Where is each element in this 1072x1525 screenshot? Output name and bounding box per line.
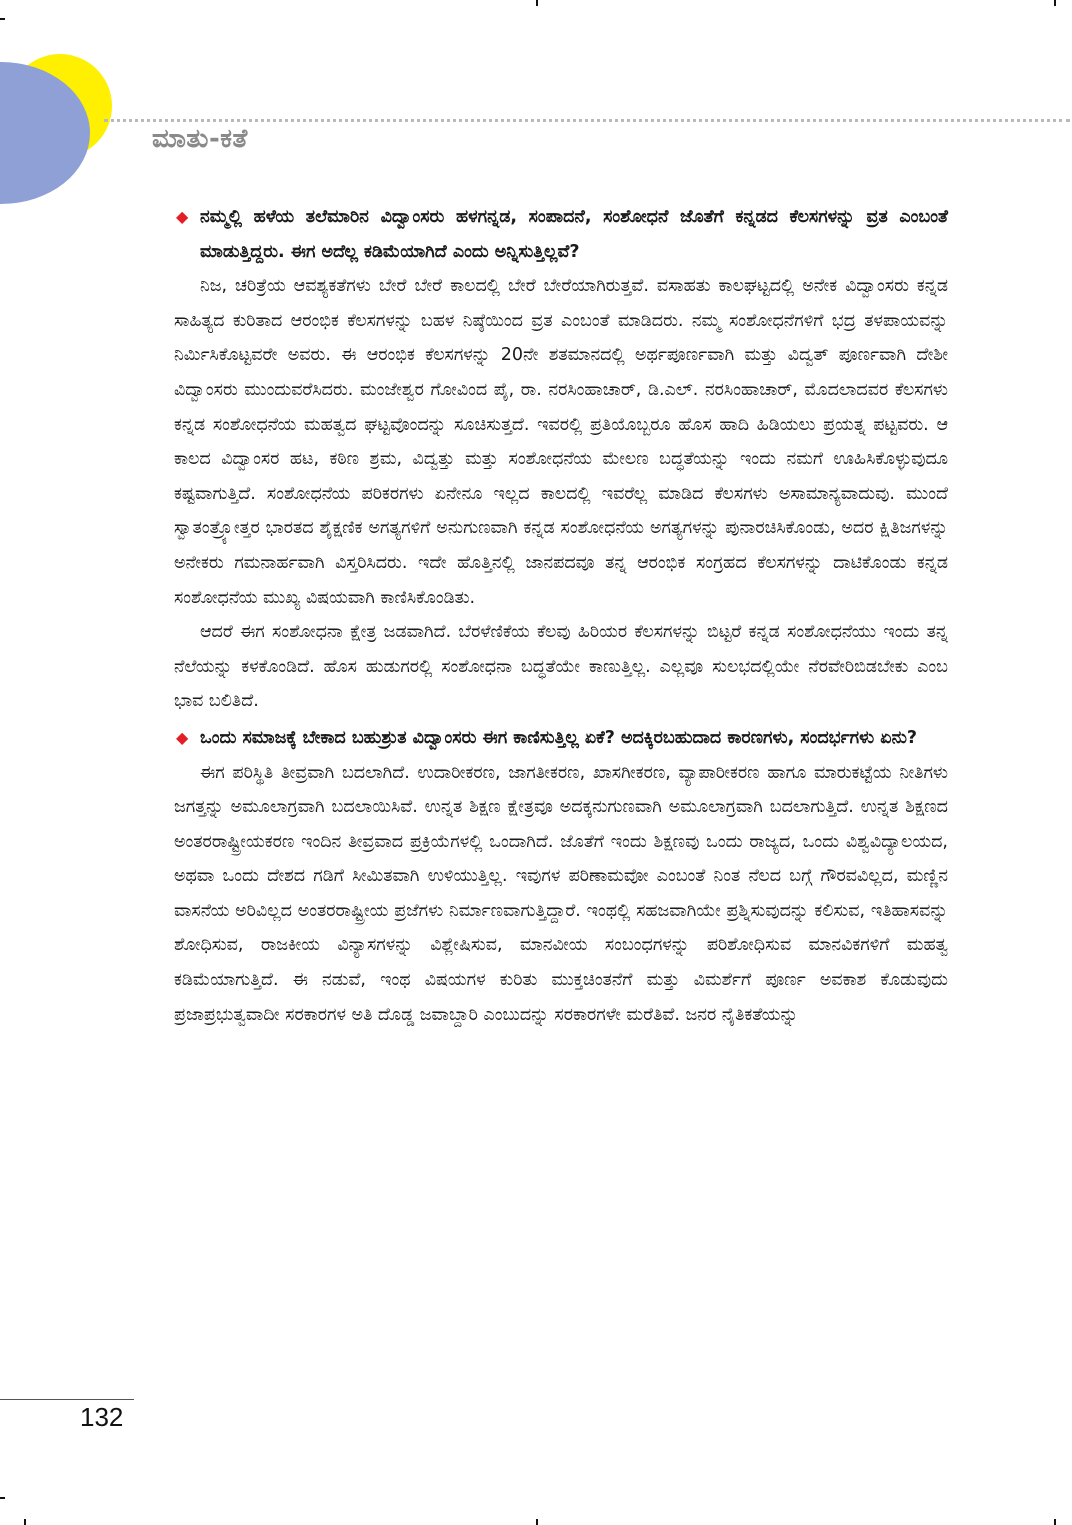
section-title: ಮಾತು-ಕತೆ bbox=[152, 124, 248, 154]
answer-1-paragraph-1: ನಿಜ, ಚರಿತ್ರೆಯ ಆವಶ್ಯಕತೆಗಳು ಬೇರೆ ಬೇರೆ ಕಾಲದಲ್ಲಿ ಬೇರೆ ಬೇರೆಯಾಗಿರುತ್ತವೆ. ವಸಾಹತು ಕಾಲಘಟ್ಟದಲ್ಲಿ ಅನೇಕ ವಿದ್ವಾಂಸರು ಕನ್ನಡ ಸಾಹಿತ್ಯದ ಕುರಿತಾದ ಆರಂಭಿಕ ಕೆಲಸಗಳನ್ನು ಬಹಳ ನಿಷ್ಠೆಯಿಂದ ವ್ರತ ಎಂಬಂತೆ ಮಾಡಿದರು. ನಮ್ಮ ಸಂಶೋಧನೆಗಳಿಗೆ ಭದ್ರ ತಳಪಾಯವನ್ನು ನಿರ್ಮಿಸಿಕೊಟ್ಟವರೇ ಅವರು. ಈ ಆರಂಭಿಕ ಕೆಲಸಗಳನ್ನು 20ನೇ ಶತಮಾನದಲ್ಲಿ ಅರ್ಥಪೂರ್ಣವಾಗಿ ಮತ್ತು ವಿದ್ವತ್ ಪೂರ್ಣವಾಗಿ ದೇಶೀ ವಿದ್ವಾಂಸರು ಮುಂದುವರೆಸಿದರು. ಮಂಜೇಶ್ವರ ಗೋವಿಂದ ಪೈ, ರಾ. ನರಸಿಂಹಾಚಾರ್, ಡಿ.ಎಲ್. ನರಸಿಂಹಾಚಾರ್, ಮೊದಲಾದವರ ಕೆಲಸಗಳು ಕನ್ನಡ ಸಂಶೋಧನೆಯ ಮಹತ್ವದ ಘಟ್ಟವೊಂದನ್ನು ಸೂಚಿಸುತ್ತದೆ. ಇವರಲ್ಲಿ ಪ್ರತಿಯೊಬ್ಬರೂ ಹೊಸ ಹಾದಿ ಹಿಡಿಯಲು ಪ್ರಯತ್ನ ಪಟ್ಟವರು. ಆ ಕಾಲದ ವಿದ್ವಾಂಸರ ಹಟ, ಕಠಿಣ ಶ್ರಮ, ವಿದ್ವತ್ತು ಮತ್ತು ಸಂಶೋಧನೆಯ ಮೇಲಣ ಬದ್ಧತೆಯನ್ನು ಇಂದು ನಮಗೆ ಊಹಿಸಿಕೊಳ್ಳುವುದೂ ಕಷ್ಟವಾಗುತ್ತಿದೆ. ಸಂಶೋಧನೆಯ ಪರಿಕರಗಳು ಏನೇನೂ ಇಲ್ಲದ ಕಾಲದಲ್ಲಿ ಇವರೆಲ್ಲ ಮಾಡಿದ ಕೆಲಸಗಳು ಅಸಾಮಾನ್ಯವಾದುವು. ಮುಂದೆ ಸ್ವಾತಂತ್ರ್ಯೋತ್ತರ ಭಾರತದ ಶೈಕ್ಷಣಿಕ ಅಗತ್ಯಗಳಿಗೆ ಅನುಗುಣವಾಗಿ ಕನ್ನಡ ಸಂಶೋಧನೆಯ ಅಗತ್ಯಗಳನ್ನು ಪುನಾರಚಿಸಿಕೊಂಡು, ಅದರ ಕ್ಷಿತಿಜಗಳನ್ನು ಅನೇಕರು ಗಮನಾರ್ಹವಾಗಿ ವಿಸ್ತರಿಸಿದರು. ಇದೇ ಹೊತ್ತಿನಲ್ಲಿ ಜಾನಪದವೂ ತನ್ನ ಆರಂಭಿಕ ಸಂಗ್ರಹದ ಕೆಲಸಗಳನ್ನು ದಾಟಿಕೊಂಡು ಕನ್ನಡ ಸಂಶೋಧನೆಯ ಮುಖ್ಯ ವಿಷಯವಾಗಿ ಕಾಣಿಸಿಕೊಂಡಿತು. bbox=[174, 276, 948, 608]
red-diamond-bullet-icon: ◆ bbox=[176, 727, 189, 747]
crop-mark-top-right bbox=[1054, 0, 1056, 6]
answer-2-paragraph-1: ಈಗ ಪರಿಸ್ಥಿತಿ ತೀವ್ರವಾಗಿ ಬದಲಾಗಿದೆ. ಉದಾರೀಕರಣ, ಜಾಗತೀಕರಣ, ಖಾಸಗೀಕರಣ, ವ್ಯಾಪಾರೀಕರಣ ಹಾಗೂ ಮಾರುಕಟ್ಟೆಯ ನೀತಿಗಳು ಜಗತ್ತನ್ನು ಅಮೂಲಾಗ್ರವಾಗಿ ಬದಲಾಯಿಸಿವೆ. ಉನ್ನತ ಶಿಕ್ಷಣ ಕ್ಷೇತ್ರವೂ ಅದಕ್ಕನುಗುಣವಾಗಿ ಅಮೂಲಾಗ್ರವಾಗಿ ಬದಲಾಗುತ್ತಿದೆ. ಉನ್ನತ ಶಿಕ್ಷಣದ ಅಂತರರಾಷ್ಟ್ರೀಯಕರಣ ಇಂದಿನ ತೀವ್ರವಾದ ಪ್ರಕ್ರಿಯೆಗಳಲ್ಲಿ ಒಂದಾಗಿದೆ. ಜೊತೆಗೆ ಇಂದು ಶಿಕ್ಷಣವು ಒಂದು ರಾಜ್ಯದ, ಒಂದು ವಿಶ್ವವಿದ್ಯಾಲಯದ, ಅಥವಾ ಒಂದು ದೇಶದ ಗಡಿಗೆ ಸೀಮಿತವಾಗಿ ಉಳಿಯುತ್ತಿಲ್ಲ. ಇವುಗಳ ಪರಿಣಾಮವೋ ಎಂಬಂತೆ ನಿಂತ ನೆಲದ ಬಗ್ಗೆ ಗೌರವವಿಲ್ಲದ, ಮಣ್ಣಿನ ವಾಸನೆಯ ಅರಿವಿಲ್ಲದ ಅಂತರರಾಷ್ಟ್ರೀಯ ಪ್ರಜೆಗಳು ನಿರ್ಮಾಣವಾಗುತ್ತಿದ್ದಾರೆ. ಇಂಥಲ್ಲಿ ಸಹಜವಾಗಿಯೇ ಪ್ರಶ್ನಿಸುವುದನ್ನು ಕಲಿಸುವ, ಇತಿಹಾಸವನ್ನು ಶೋಧಿಸುವ, ರಾಜಕೀಯ ವಿನ್ಯಾಸಗಳನ್ನು ವಿಶ್ಲೇಷಿಸುವ, ಮಾನವೀಯ ಸಂಬಂಧಗಳನ್ನು ಪರಿಶೋಧಿಸುವ ಮಾನವಿಕಗಳಿಗೆ ಮಹತ್ವ ಕಡಿಮೆಯಾಗುತ್ತಿದೆ. ಈ ನಡುವೆ, ಇಂಥ ವಿಷಯಗಳ ಕುರಿತು ಮುಕ್ತಚಿಂತನೆಗೆ ಮತ್ತು ವಿಮರ್ಶೆಗೆ ಪೂರ್ಣ ಅವಕಾಶ ಕೊಡುವುದು ಪ್ರಜಾಪ್ರಭುತ್ವವಾದೀ ಸರಕಾರಗಳ ಅತಿ ದೊಡ್ಡ ಜವಾಬ್ದಾರಿ ಎಂಬುದನ್ನು ಸರಕಾರಗಳೇ ಮರೆತಿವೆ. ಜನರ ನೈತಿಕತೆಯನ್ನು bbox=[174, 762, 948, 1025]
page-number-rule bbox=[0, 1399, 134, 1400]
article-body bbox=[174, 200, 948, 1032]
crop-mark-bottom-center bbox=[536, 1519, 538, 1525]
question-1 bbox=[174, 200, 948, 269]
crop-mark-bottom-left-vertical bbox=[24, 1519, 26, 1525]
question-2-text: ಒಂದು ಸಮಾಜಕ್ಕೆ ಬೇಕಾದ ಬಹುಶ್ರುತ ವಿದ್ವಾಂಸರು ಈಗ ಕಾಣಿಸುತ್ತಿಲ್ಲ ಏಕೆ? ಅದಕ್ಕಿರಬಹುದಾದ ಕಾರಣಗಳು, ಸಂದರ್ಭಗಳು ಏನು? bbox=[200, 727, 918, 748]
crop-mark-top-center bbox=[536, 0, 538, 6]
crop-mark-bottom-right bbox=[1054, 1519, 1056, 1525]
crop-mark-top-left bbox=[0, 18, 5, 20]
crop-mark-bottom-left bbox=[0, 1497, 5, 1499]
question-2 bbox=[174, 721, 948, 756]
page-number: 132 bbox=[80, 1402, 124, 1432]
dotted-header-rule bbox=[104, 119, 1070, 122]
answer-1-paragraph-2: ಆದರೆ ಈಗ ಸಂಶೋಧನಾ ಕ್ಷೇತ್ರ ಜಡವಾಗಿದೆ. ಬೆರಳೆಣಿಕೆಯ ಕೆಲವು ಹಿರಿಯರ ಕೆಲಸಗಳನ್ನು ಬಿಟ್ಟರೆ ಕನ್ನಡ ಸಂಶೋಧನೆಯು ಇಂದು ತನ್ನ ನೆಲೆಯನ್ನು ಕಳಕೊಂಡಿದೆ. ಹೊಸ ಹುಡುಗರಲ್ಲಿ ಸಂಶೋಧನಾ ಬದ್ಧತೆಯೇ ಕಾಣುತ್ತಿಲ್ಲ. ಎಲ್ಲವೂ ಸುಲಭದಲ್ಲಿಯೇ ನೆರವೇರಿಬಿಡಬೇಕು ಎಂಬ ಭಾವ ಬಲಿತಿದೆ. bbox=[174, 622, 948, 712]
red-diamond-bullet-icon: ◆ bbox=[176, 207, 189, 226]
question-1-text: ನಮ್ಮಲ್ಲಿ ಹಳೆಯ ತಲೆಮಾರಿನ ವಿದ್ವಾಂಸರು ಹಳಗನ್ನಡ, ಸಂಪಾದನೆ, ಸಂಶೋಧನೆ ಜೊತೆಗೆ ಕನ್ನಡದ ಕೆಲಸಗಳನ್ನು ವ್ರತ ಎಂಬಂತೆ ಮಾಡುತ್ತಿದ್ದರು. ಈಗ ಅದೆಲ್ಲ ಕಡಿಮೆಯಾಗಿದೆ ಎಂದು ಅನ್ನಿಸುತ್ತಿಲ್ಲವೆ? bbox=[200, 207, 948, 262]
